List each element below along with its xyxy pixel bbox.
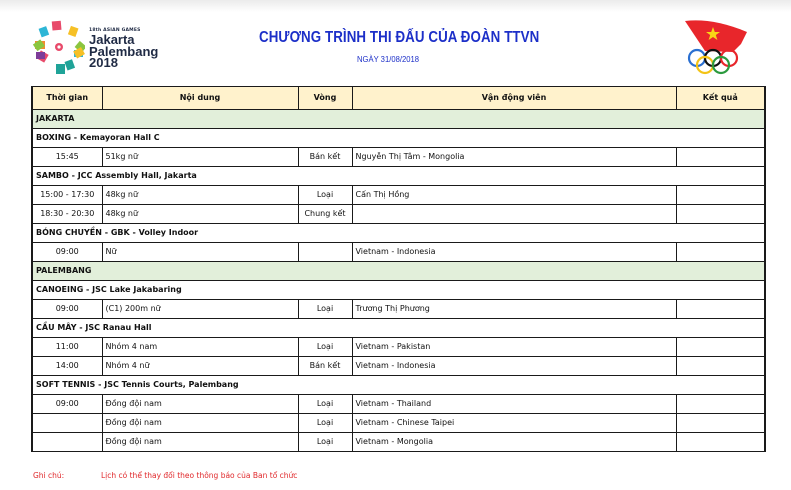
cell-round: Bán kết — [298, 357, 352, 376]
cell-athlete: Vietnam - Mongolia — [352, 433, 676, 452]
venue-row — [32, 129, 765, 148]
cell-round: Loại — [298, 414, 352, 433]
cell-round: Bán kết — [298, 148, 352, 167]
cell-time: 15:45 — [32, 148, 102, 167]
cell-time: 09:00 — [32, 243, 102, 262]
region-row — [32, 262, 765, 281]
table-header-row — [32, 87, 765, 110]
cell-event: (C1) 200m nữ — [102, 300, 298, 319]
cell-round: Loại — [298, 300, 352, 319]
note-label: Ghi chú: — [33, 471, 65, 480]
table-row — [32, 338, 765, 357]
cell-round — [298, 243, 352, 262]
note-text: Lịch có thể thay đổi theo thông báo của Ban tổ chức — [101, 471, 298, 480]
cell-event: Đồng đội nam — [102, 414, 298, 433]
cell-event: Nhóm 4 nam — [102, 338, 298, 357]
column-header-round: Vòng — [298, 87, 352, 110]
cell-round: Loại — [298, 433, 352, 452]
cell-time: 11:00 — [32, 338, 102, 357]
column-header-athlete: Vận động viên — [352, 87, 676, 110]
venue-row — [32, 281, 765, 300]
cell-athlete: Cấn Thị Hồng — [352, 186, 676, 205]
region-row — [32, 110, 765, 129]
cell-result — [676, 395, 765, 414]
cell-event: 48kg nữ — [102, 205, 298, 224]
schedule-table — [31, 86, 766, 452]
cell-time: 09:00 — [32, 395, 102, 414]
page-title: CHƯƠNG TRÌNH THI ĐẤU CỦA ĐOÀN TTVN — [259, 29, 540, 46]
table-row — [32, 243, 765, 262]
cell-time: 18:30 - 20:30 — [32, 205, 102, 224]
cell-result — [676, 186, 765, 205]
venue-row — [32, 224, 765, 243]
column-header-event: Nội dung — [102, 87, 298, 110]
wordmark-line-2: Palembang — [89, 43, 159, 59]
cell-event: Đồng đội nam — [102, 433, 298, 452]
cell-event: Nhóm 4 nữ — [102, 357, 298, 376]
table-row — [32, 414, 765, 433]
cell-athlete: Trương Thị Phương — [352, 300, 676, 319]
cell-result — [676, 148, 765, 167]
venue-label: BÓNG CHUYỀN - GBK - Volley Indoor — [32, 224, 765, 243]
cell-time: 14:00 — [32, 357, 102, 376]
cell-round: Chung kết — [298, 205, 352, 224]
region-label: JAKARTA — [32, 110, 765, 129]
wordmark-line-3: 2018 — [89, 55, 118, 70]
cell-event: 51kg nữ — [102, 148, 298, 167]
cell-event: 48kg nữ — [102, 186, 298, 205]
table-row — [32, 148, 765, 167]
cell-result — [676, 300, 765, 319]
venue-label: SOFT TENNIS - JSC Tennis Courts, Palembang — [32, 376, 765, 395]
table-row — [32, 205, 765, 224]
vietnam-olympic-flag-icon — [683, 18, 751, 76]
cell-result — [676, 205, 765, 224]
cell-time: 09:00 — [32, 300, 102, 319]
cell-athlete: Vietnam - Pakistan — [352, 338, 676, 357]
wordmark-line-1: Jakarta — [89, 32, 135, 47]
cell-athlete: Vietnam - Chinese Taipei — [352, 414, 676, 433]
cell-event: Nữ — [102, 243, 298, 262]
venue-row — [32, 167, 765, 186]
asian-games-wordmark — [89, 28, 158, 69]
table-row — [32, 433, 765, 452]
cell-round: Loại — [298, 186, 352, 205]
cell-result — [676, 243, 765, 262]
cell-athlete: Nguyễn Thị Tâm - Mongolia — [352, 148, 676, 167]
column-header-result: Kết quả — [676, 87, 765, 110]
asian-games-logo-icon — [33, 19, 85, 75]
cell-athlete: Vietnam - Indonesia — [352, 243, 676, 262]
cell-round: Loại — [298, 338, 352, 357]
asian-games-edition: 18th ASIAN GAMES — [89, 28, 141, 33]
region-label: PALEMBANG — [32, 262, 765, 281]
cell-athlete: Vietnam - Thailand — [352, 395, 676, 414]
cell-result — [676, 433, 765, 452]
venue-label: SAMBO - JCC Assembly Hall, Jakarta — [32, 167, 765, 186]
page-top-shadow — [0, 0, 791, 12]
cell-round: Loại — [298, 395, 352, 414]
cell-time: 15:00 - 17:30 — [32, 186, 102, 205]
venue-label: BOXING - Kemayoran Hall C — [32, 129, 765, 148]
cell-athlete: Vietnam - Indonesia — [352, 357, 676, 376]
table-row — [32, 395, 765, 414]
table-row — [32, 300, 765, 319]
cell-result — [676, 357, 765, 376]
cell-time — [32, 414, 102, 433]
table-row — [32, 186, 765, 205]
schedule-date: NGÀY 31/08/2018 — [357, 54, 419, 64]
venue-label: CANOEING - JSC Lake Jakabaring — [32, 281, 765, 300]
cell-result — [676, 414, 765, 433]
cell-event: Đồng đội nam — [102, 395, 298, 414]
table-row — [32, 357, 765, 376]
cell-time — [32, 433, 102, 452]
venue-row — [32, 319, 765, 338]
venue-row — [32, 376, 765, 395]
venue-label: CẦU MÂY - JSC Ranau Hall — [32, 319, 765, 338]
cell-athlete — [352, 205, 676, 224]
column-header-time: Thời gian — [32, 87, 102, 110]
cell-result — [676, 338, 765, 357]
